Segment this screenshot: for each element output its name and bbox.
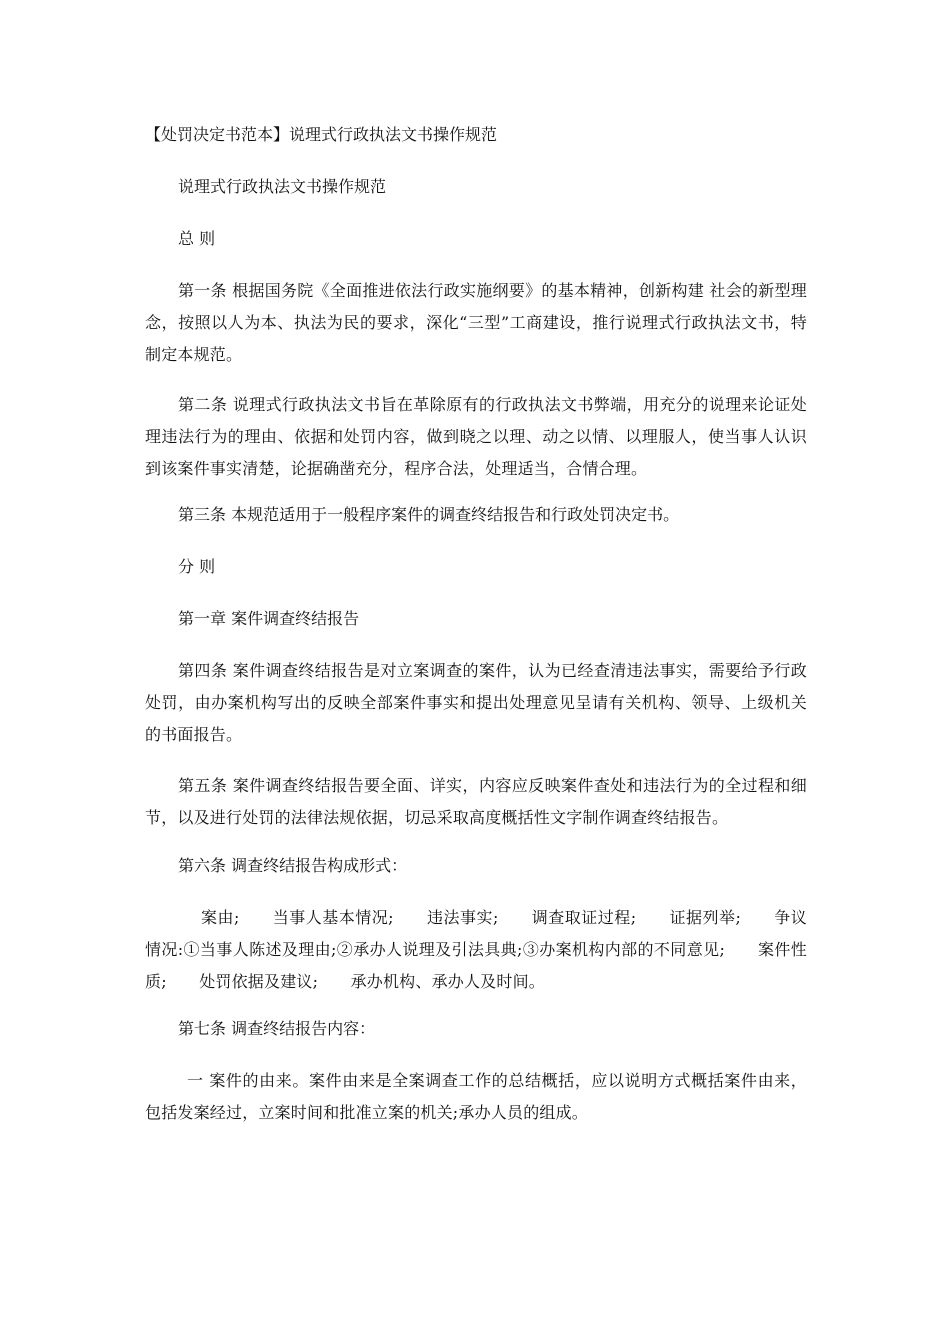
section-heading-specific: 分 则 bbox=[178, 557, 216, 576]
article-7: 第七条 调查终结报告内容： bbox=[178, 1019, 376, 1038]
article-4: 第四条 案件调查终结报告是对立案调查的案件，认为已经查清违法事实，需要给予行政处罚，由办案机构写出的反映全部案件事实和提出处理意见呈请有关机构、领导、上级机关的书面报告。 bbox=[145, 661, 807, 744]
article-3: 第三条 本规范适用于一般程序案件的调查终结报告和行政处罚决定书。 bbox=[178, 505, 680, 524]
article-1: 第一条 根据国务院《全面推进依法行政实施纲要》的基本精神，创新构建 社会的新型理念，按照以人为本、执法为民的要求，深化“三型”工商建设，推行说理式行政执法文书，特制定本规范。 bbox=[145, 281, 807, 364]
article-5: 第五条 案件调查终结报告要全面、详实，内容应反映案件查处和违法行为的全过程和细节，以及进行处罚的法律法规依据，切忌采取高度概括性文字制作调查终结报告。 bbox=[145, 776, 807, 827]
article-2: 第二条 说理式行政执法文书旨在革除原有的行政执法文书弊端，用充分的说理来论证处理违法行为的理由、依据和处罚内容，做到晓之以理、动之以情、以理服人，使当事人认识到该案件事实清楚，论据确凿充分，程序合法，处理适当，合情合理。 bbox=[145, 395, 807, 478]
document-title: 【处罚决定书范本】说理式行政执法文书操作规范 bbox=[145, 125, 498, 144]
article-7-item-1: 一 案件的由来。案件由来是全案调查工作的总结概括，应以说明方式概括案件由来，包括发案经过，立案时间和批准立案的机关;承办人员的组成。 bbox=[145, 1071, 807, 1122]
document-subtitle: 说理式行政执法文书操作规范 bbox=[178, 177, 387, 196]
article-6-items: 案由; 当事人基本情况; 违法事实; 调查取证过程; 证据列举; 争议情况:①当事人陈述及理由;②承办人说理及引法具典;③办案机构内部的不同意见; 案件性质; 处罚依据及建议; 承办机构、承办人及时间。 bbox=[145, 908, 807, 991]
section-heading-general: 总 则 bbox=[178, 229, 216, 248]
chapter-1-heading: 第一章 案件调查终结报告 bbox=[178, 609, 360, 628]
article-6: 第六条 调查终结报告构成形式： bbox=[178, 856, 408, 875]
